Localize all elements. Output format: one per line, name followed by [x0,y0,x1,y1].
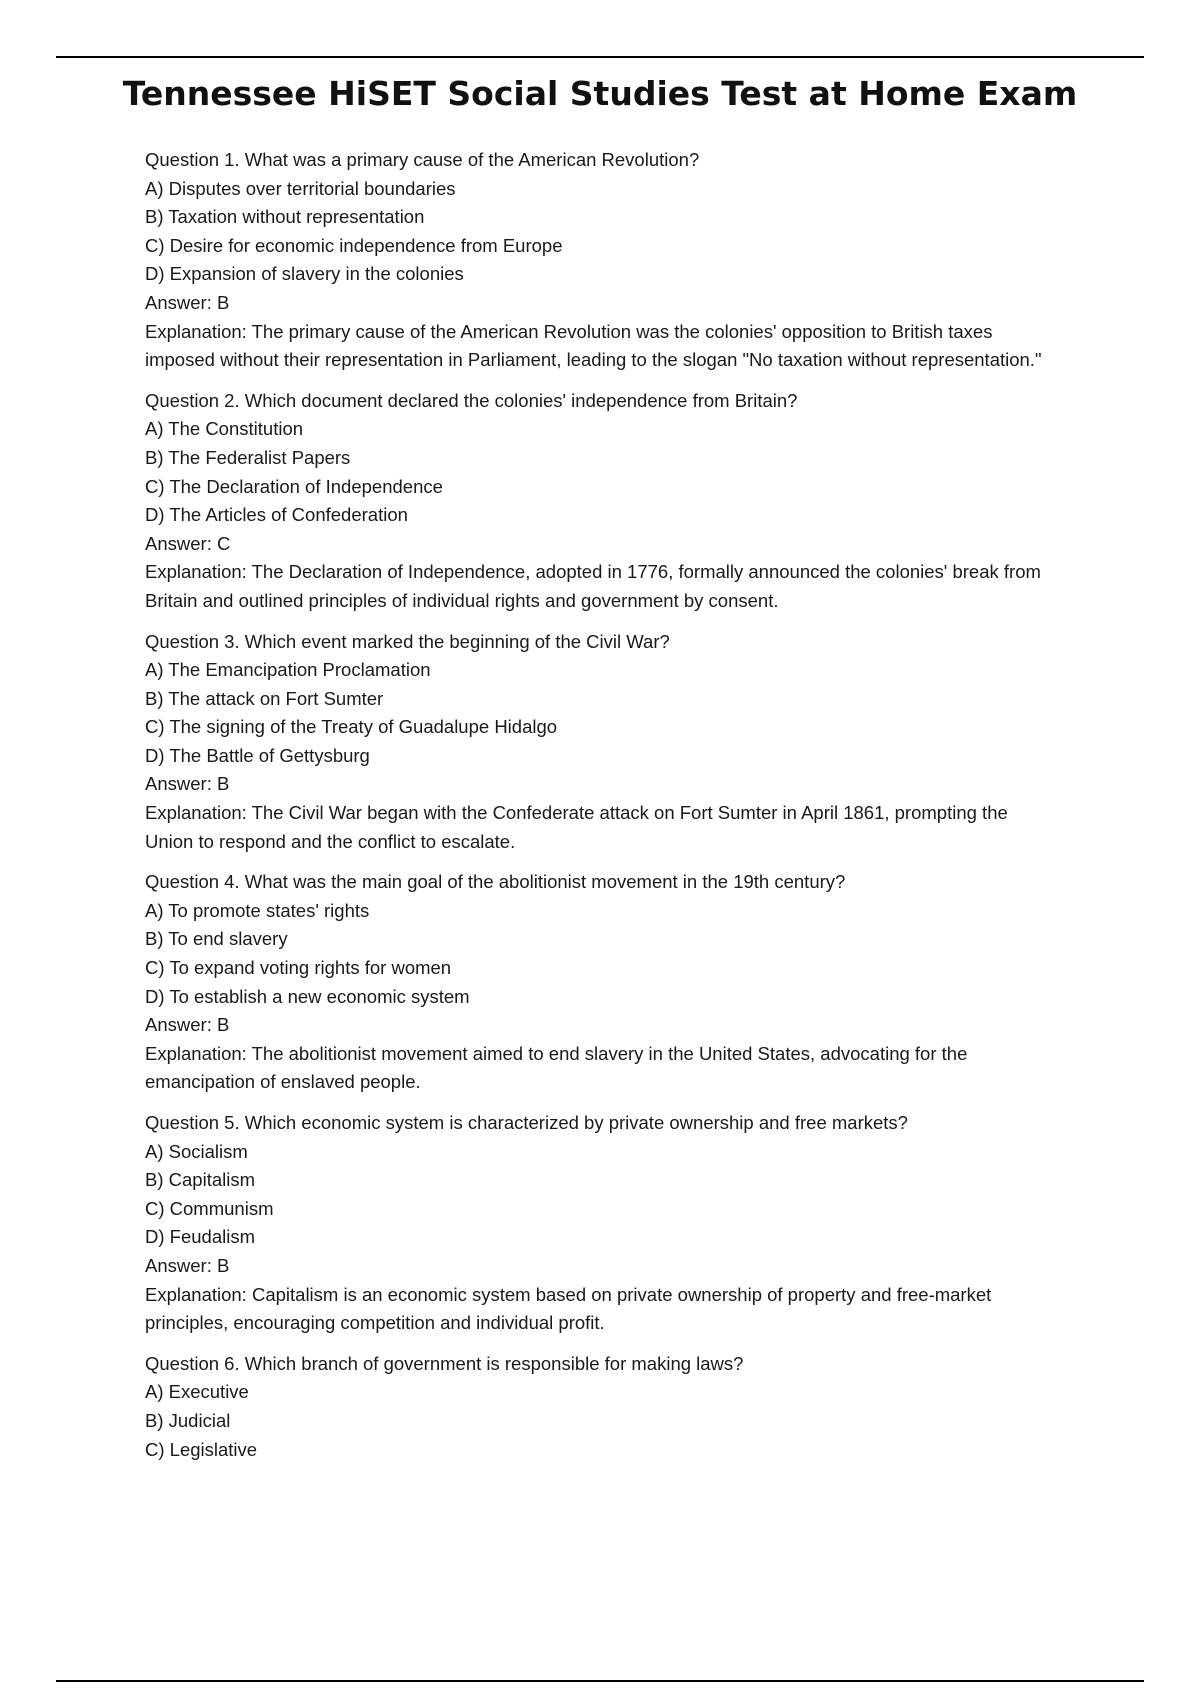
explanation-text: Explanation: Capitalism is an economic system based on private ownership of property and free-market principles, encouraging competition and individual profit. [145,1283,992,1334]
correct-answer: Answer: B [145,291,230,313]
explanation-text: Explanation: The Declaration of Independence, adopted in 1776, formally announced the colonies' break from Britain and outlined principles of individual rights and government by consent. [145,561,1041,611]
question-block-6 [145,1350,1045,1464]
answer-option-a: A) Socialism [145,1140,248,1162]
question-block-4 [145,868,1045,1097]
question-text: Question 3. Which event marked the beginning of the Civil War? [145,630,670,652]
question-block-2 [145,387,1045,616]
bottom-divider [56,1680,1144,1682]
explanation-text: Explanation: The Civil War began with the Confederate attack on Fort Sumter in April 1861, prompting the Union to respond and the conflict to escalate. [145,802,1008,852]
question-text: Question 1. What was a primary cause of the American Revolution? [145,149,700,170]
answer-option-a: A) The Emancipation Proclamation [145,659,431,681]
answer-option-c: C) To expand voting rights for women [145,957,452,979]
question-block-3 [145,628,1045,857]
answer-option-a: A) Executive [145,1381,249,1403]
top-divider [56,56,1144,58]
answer-option-d: D) Feudalism [145,1226,255,1248]
correct-answer: Answer: B [145,1254,230,1276]
answer-option-b: B) Capitalism [145,1169,255,1191]
answer-option-c: C) The signing of the Treaty of Guadalupe Hidalgo [145,716,558,738]
answer-option-b: B) To end slavery [145,928,288,950]
answer-option-a: A) Disputes over territorial boundaries [145,177,456,199]
explanation-text: Explanation: The primary cause of the American Revolution was the colonies' opposition to British taxes imposed without their representation in Parliament, leading to the slogan "No taxation without representation." [145,320,1042,371]
question-text: Question 2. Which document declared the colonies' independence from Britain? [145,389,798,411]
correct-answer: Answer: B [145,773,230,795]
question-text: Question 4. What was the main goal of the abolitionist movement in the 19th century? [145,871,846,893]
answer-option-c: C) The Declaration of Independence [145,475,443,497]
answer-option-b: B) Taxation without representation [145,206,425,228]
answer-option-d: D) Expansion of slavery in the colonies [145,263,464,285]
question-text: Question 5. Which economic system is characterized by private ownership and free markets? [145,1112,908,1133]
question-block-5 [145,1109,1045,1338]
answer-option-b: B) The attack on Fort Sumter [145,687,384,709]
question-list [145,146,1045,1476]
question-block-1 [145,146,1045,375]
answer-option-a: A) To promote states' rights [145,899,370,921]
answer-option-d: D) To establish a new economic system [145,985,470,1007]
explanation-text: Explanation: The abolitionist movement aimed to end slavery in the United States, advocating for the emancipation of enslaved people. [145,1042,968,1093]
answer-option-b: B) The Federalist Papers [145,446,351,468]
correct-answer: Answer: B [145,1014,230,1036]
answer-option-a: A) The Constitution [145,418,304,440]
correct-answer: Answer: C [145,532,231,554]
answer-option-c: C) Legislative [145,1438,258,1460]
answer-option-b: B) Judicial [145,1409,231,1431]
answer-option-d: D) The Articles of Confederation [145,504,408,526]
answer-option-c: C) Communism [145,1197,274,1219]
question-text: Question 6. Which branch of government is responsible for making laws? [145,1352,744,1374]
page-title: Tennessee HiSET Social Studies Test at Home Exam [122,74,1078,113]
answer-option-d: D) The Battle of Gettysburg [145,744,370,766]
answer-option-c: C) Desire for economic independence from Europe [145,234,563,256]
